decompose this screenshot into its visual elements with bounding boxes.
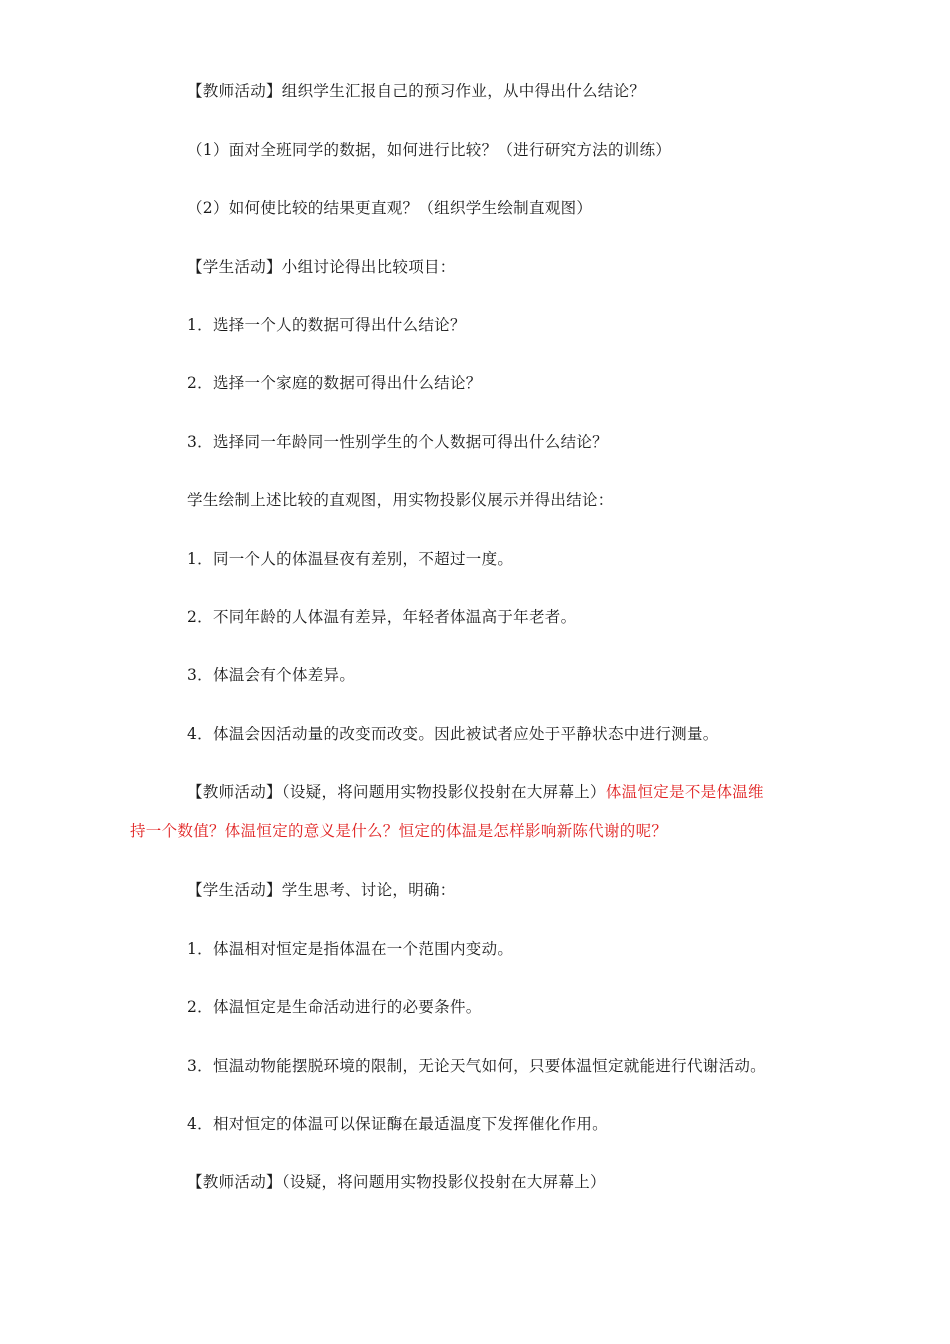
teacher-activity-2-prefix: 【教师活动】（设疑，将问题用实物投影仪投射在大屏幕上） xyxy=(187,783,606,801)
highlighted-question-continued: 持一个数值？体温恒定的意义是什么？恒定的体温是怎样影响新陈代谢的呢？ xyxy=(130,822,668,840)
highlighted-question: 体温恒定是不是体温维 xyxy=(605,783,764,801)
teacher-activity-3: 【教师活动】（设疑，将问题用实物投影仪投射在大屏幕上） xyxy=(187,1173,606,1191)
teacher-activity-2 xyxy=(187,781,764,803)
list-item: 3．恒温动物能摆脱环境的限制，无论天气如何，只要体温恒定就能进行代谢活动。 xyxy=(187,1057,766,1075)
list-item: 3．体温会有个体差异。 xyxy=(187,666,356,684)
student-activity-1: 【学生活动】小组讨论得出比较项目： xyxy=(187,258,456,276)
list-item: 3．选择同一年龄同一性别学生的个人数据可得出什么结论？ xyxy=(187,433,608,451)
list-item: 4．体温会因活动量的改变而改变。因此被试者应处于平静状态中进行测量。 xyxy=(187,725,719,743)
list-item: 2．不同年龄的人体温有差异，年轻者体温高于年老者。 xyxy=(187,608,577,626)
student-activity-2: 【学生活动】学生思考、讨论，明确： xyxy=(187,881,456,899)
list-item: 2．选择一个家庭的数据可得出什么结论？ xyxy=(187,374,482,392)
teacher-activity-1: 【教师活动】组织学生汇报自己的预习作业，从中得出什么结论？ xyxy=(187,82,646,100)
list-item: 1．选择一个人的数据可得出什么结论？ xyxy=(187,316,466,334)
question-2: （2）如何使比较的结果更直观？（组织学生绘制直观图） xyxy=(187,199,593,217)
list-item: 2．体温恒定是生命活动进行的必要条件。 xyxy=(187,998,482,1016)
question-1: （1）面对全班同学的数据，如何进行比较？（进行研究方法的训练） xyxy=(187,141,672,159)
list-item: 1．同一个人的体温昼夜有差别，不超过一度。 xyxy=(187,550,514,568)
list-item: 1．体温相对恒定是指体温在一个范围内变动。 xyxy=(187,940,514,958)
conclusion-intro: 学生绘制上述比较的直观图，用实物投影仪展示并得出结论： xyxy=(187,491,614,509)
list-item: 4．相对恒定的体温可以保证酶在最适温度下发挥催化作用。 xyxy=(187,1115,608,1133)
